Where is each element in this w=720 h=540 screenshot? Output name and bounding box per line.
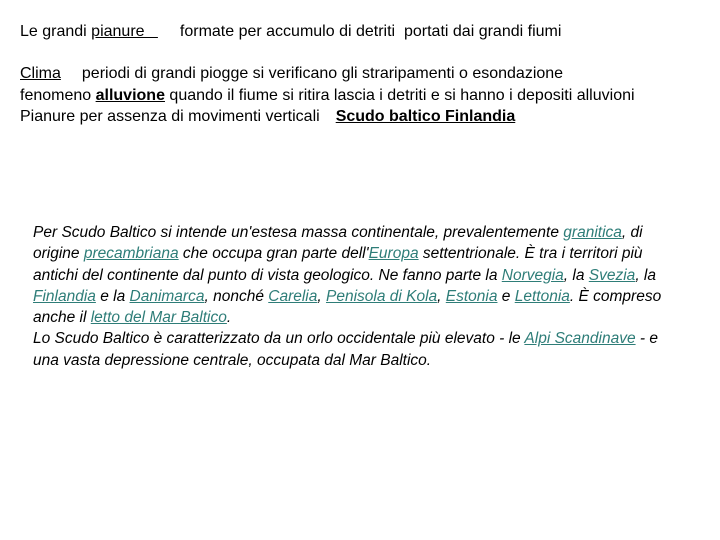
line3-rest: quando il fiume si ritira lascia i detriti e si hanno i depositi alluvioni xyxy=(164,87,635,104)
link-svezia[interactable]: Svezia xyxy=(588,266,636,284)
excerpt-text: , xyxy=(437,287,446,305)
line1-prefix: Le grandi xyxy=(20,23,92,40)
scudo-baltico-excerpt xyxy=(33,222,683,371)
slide-line-1 xyxy=(20,22,561,42)
keyword-clima: Clima xyxy=(20,65,61,82)
excerpt-text: , di origine xyxy=(33,224,643,263)
excerpt-text: , la xyxy=(635,266,656,284)
excerpt-term-scudo-baltico: Scudo Baltico xyxy=(61,224,157,241)
link-penisola-di-kola[interactable]: Penisola di Kola xyxy=(325,287,438,305)
excerpt-text: , la xyxy=(563,266,589,284)
line1-rest: formate per accumulo di detriti portati dai grandi fiumi xyxy=(179,23,562,40)
slide-line-4 xyxy=(20,107,515,127)
link-granitica[interactable]: granitica xyxy=(563,224,622,241)
excerpt-text: si intende un'estesa massa continentale, prevalentemente xyxy=(156,224,564,241)
link-lettonia[interactable]: Lettonia xyxy=(514,287,570,305)
line3-prefix: fenomeno xyxy=(20,87,96,104)
link-letto-del-mar-baltico[interactable]: letto del Mar Baltico xyxy=(90,309,227,327)
excerpt-text: settentrionale. È tra i territori più antichi del continente dal punto di vista geologico. Ne fanno parte la xyxy=(33,245,643,284)
excerpt-text: , nonché xyxy=(204,287,269,305)
excerpt-paragraph-2 xyxy=(33,328,683,371)
link-precambriana[interactable]: precambriana xyxy=(83,245,179,263)
line4-prefix: Pianure per assenza di movimenti verticali xyxy=(20,108,320,125)
excerpt-paragraph-1 xyxy=(33,222,683,328)
link-europa[interactable]: Europa xyxy=(368,245,419,263)
line2-rest: periodi di grandi piogge si verificano gli straripamenti o esondazione xyxy=(81,65,564,82)
link-alpi-scandinave[interactable]: Alpi Scandinave xyxy=(524,330,636,348)
link-norvegia[interactable]: Norvegia xyxy=(501,266,564,284)
link-danimarca[interactable]: Danimarca xyxy=(129,287,205,305)
link-estonia[interactable]: Estonia xyxy=(445,287,498,305)
excerpt-text: . È compreso anche il xyxy=(33,287,662,327)
slide-line-2 xyxy=(20,64,563,84)
excerpt-text: che occupa gran parte dell' xyxy=(178,245,369,263)
keyword-pianure: pianure xyxy=(91,23,158,40)
slide-line-3 xyxy=(20,86,635,106)
excerpt-text: , xyxy=(317,287,326,305)
keyword-scudo-baltico: Scudo baltico Finlandia xyxy=(335,108,516,125)
link-carelia[interactable]: Carelia xyxy=(268,287,318,305)
excerpt-text: e la xyxy=(95,287,130,305)
excerpt-text: - e una vasta depressione centrale, occupata dal Mar Baltico. xyxy=(33,330,658,369)
excerpt-text: . xyxy=(226,309,232,327)
excerpt-text: e xyxy=(497,287,515,305)
link-finlandia[interactable]: Finlandia xyxy=(33,287,96,305)
excerpt-text: Lo Scudo Baltico è caratterizzato da un orlo occidentale più elevato - le xyxy=(33,330,525,348)
keyword-alluvione: alluvione xyxy=(95,87,165,104)
excerpt-text: Per xyxy=(33,224,62,241)
